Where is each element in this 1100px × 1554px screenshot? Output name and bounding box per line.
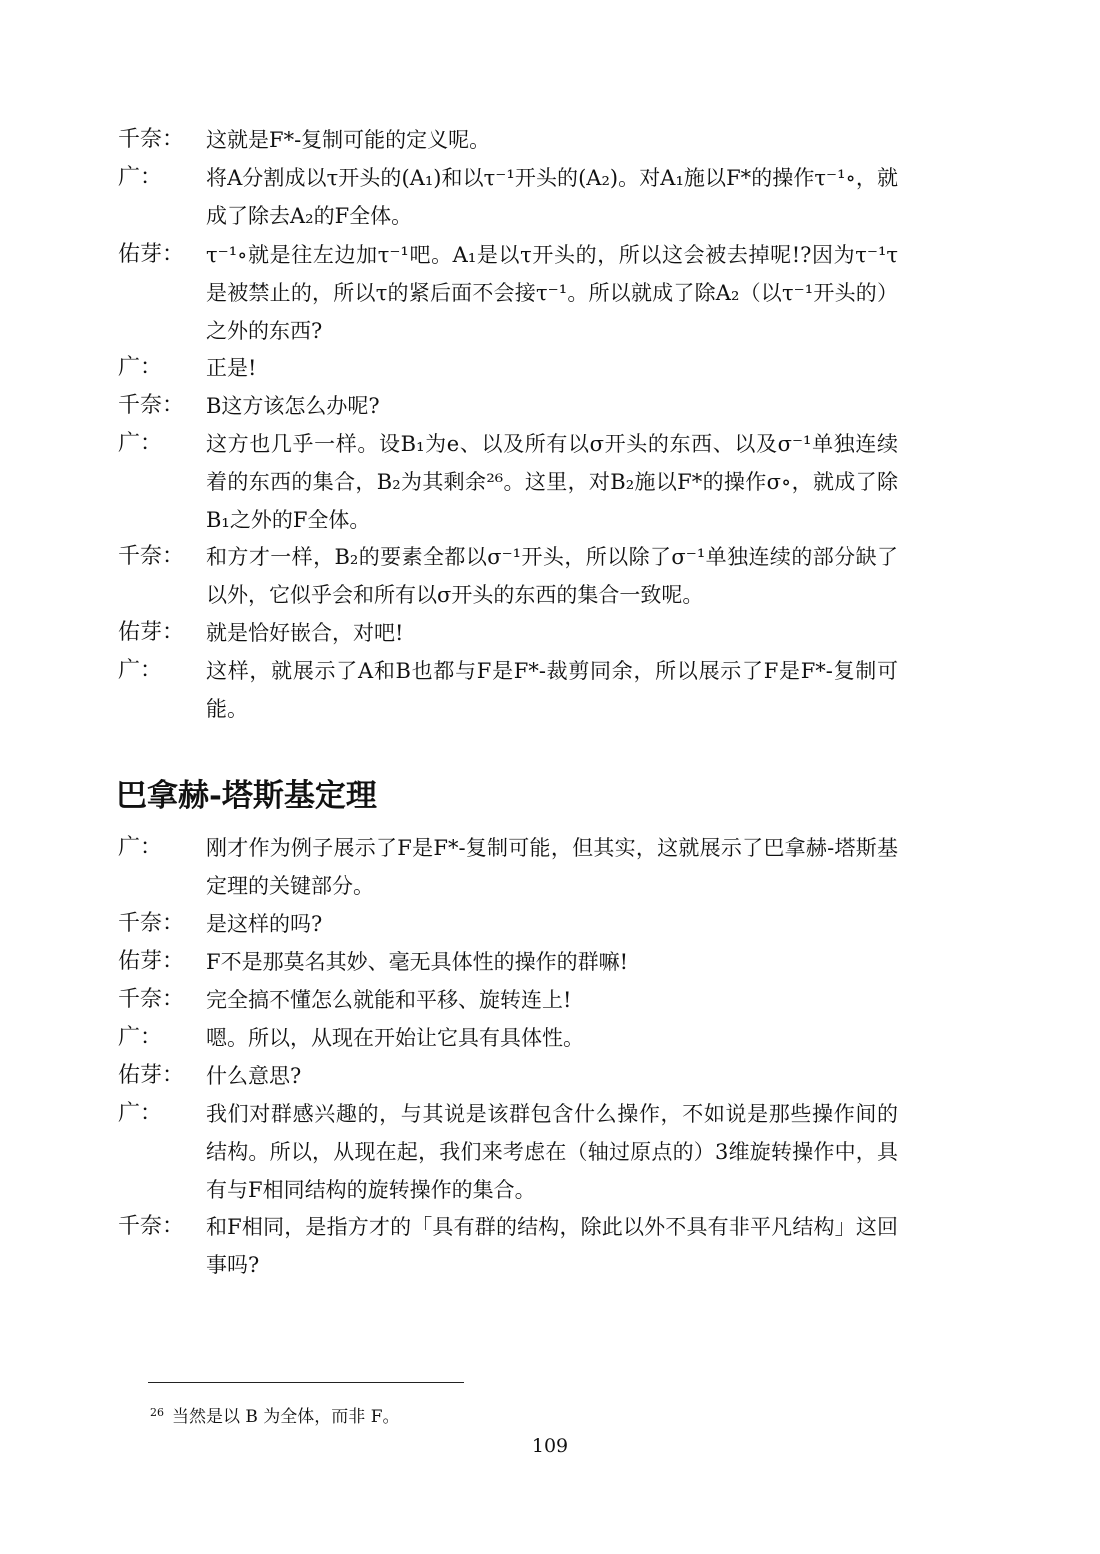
speaker-label: 佑芽： <box>118 620 185 645</box>
dialogue-entry <box>118 905 898 943</box>
footnote <box>150 1400 400 1430</box>
dialogue-entry <box>118 1095 898 1209</box>
speaker-label: 佑芽： <box>118 949 185 974</box>
dialogue-text: 这样，就展示了A和B也都与F是F*-裁剪同余，所以展示了F是F*-复制可能。 <box>206 659 898 721</box>
dialogue-text: 这方也几乎一样。设B₁为e、以及所有以σ开头的东西、以及σ⁻¹单独连续着的东西的集合，B₂为其剩余²⁶。这里，对B₂施以F*的操作σ∘，就成了除B₁之外的F全体。 <box>206 432 898 532</box>
speaker-label: 佑芽： <box>118 242 185 267</box>
dialogue-entry <box>118 159 898 235</box>
speaker-label: 佑芽： <box>118 1063 185 1088</box>
dialogue-text: 完全搞不懂怎么就能和平移、旋转连上! <box>206 988 572 1012</box>
dialogue-entry <box>118 425 898 539</box>
dialogue-entry <box>118 652 898 728</box>
dialogue-text: 刚才作为例子展示了F是F*-复制可能，但其实，这就展示了巴拿赫-塔斯基定理的关键部分。 <box>206 836 898 898</box>
dialogue-entry <box>118 236 898 350</box>
dialogue-text: 和方才一样，B₂的要素全都以σ⁻¹开头，所以除了σ⁻¹单独连续的部分缺了以外，它似乎会和所有以σ开头的东西的集合一致呢。 <box>206 545 898 607</box>
dialogue-entry <box>118 349 898 387</box>
dialogue-text: 就是恰好嵌合，对吧! <box>206 621 404 645</box>
dialogue-text: 什么意思? <box>206 1064 302 1088</box>
speaker-label: 千奈： <box>118 911 185 936</box>
speaker-label: 千奈： <box>118 393 185 418</box>
dialogue-entry <box>118 614 898 652</box>
dialogue-entry <box>118 538 898 614</box>
speaker-label: 广： <box>118 1025 163 1050</box>
speaker-label: 广： <box>118 658 163 683</box>
dialogue-entry <box>118 121 898 159</box>
dialogue-entry <box>118 829 898 905</box>
footnote-text: 当然是以 B 为全体，而非 F。 <box>172 1407 400 1427</box>
speaker-label: 广： <box>118 165 163 190</box>
page-number: 109 <box>531 1435 569 1457</box>
section-heading: 巴拿赫-塔斯基定理 <box>116 778 377 814</box>
speaker-label: 千奈： <box>118 1214 185 1239</box>
dialogue-text: τ⁻¹∘就是往左边加τ⁻¹吧。A₁是以τ开头的，所以这会被去掉呢!?因为τ⁻¹τ是被禁止的，所以τ的紧后面不会接τ⁻¹。所以就成了除A₂（以τ⁻¹开头的）之外的东西? <box>206 243 898 343</box>
dialogue-text: 和F相同，是指方才的「具有群的结构，除此以外不具有非平凡结构」这回事吗? <box>206 1215 898 1277</box>
speaker-label: 广： <box>118 431 163 456</box>
speaker-label: 千奈： <box>118 127 185 152</box>
dialogue-text: B这方该怎么办呢? <box>206 394 380 418</box>
dialogue-text: 嗯。所以，从现在开始让它具有具体性。 <box>206 1026 584 1050</box>
dialogue-entry <box>118 981 898 1019</box>
dialogue-entry <box>118 387 898 425</box>
speaker-label: 广： <box>118 355 163 380</box>
dialogue-entry <box>118 943 898 981</box>
dialogue-text: 将A分割成以τ开头的(A₁)和以τ⁻¹开头的(A₂)。对A₁施以F*的操作τ⁻¹∘，就成了除去A₂的F全体。 <box>206 166 898 228</box>
footnote-divider <box>148 1382 464 1383</box>
dialogue-text: 这就是F*-复制可能的定义呢。 <box>206 128 491 152</box>
dialogue-text: F不是那莫名其妙、毫无具体性的操作的群嘛! <box>206 950 629 974</box>
dialogue-text: 正是! <box>206 356 257 380</box>
dialogue-text: 我们对群感兴趣的，与其说是该群包含什么操作，不如说是那些操作间的结构。所以，从现在起，我们来考虑在（轴过原点的）3维旋转操作中，具有与F相同结构的旋转操作的集合。 <box>206 1102 898 1202</box>
speaker-label: 广： <box>118 1101 163 1126</box>
dialogue-entry <box>118 1208 898 1284</box>
dialogue-text: 是这样的吗? <box>206 912 323 936</box>
dialogue-entry <box>118 1057 898 1095</box>
speaker-label: 广： <box>118 835 163 860</box>
speaker-label: 千奈： <box>118 987 185 1012</box>
speaker-label: 千奈： <box>118 544 185 569</box>
dialogue-entry <box>118 1019 898 1057</box>
footnote-mark: 26 <box>150 1406 164 1419</box>
